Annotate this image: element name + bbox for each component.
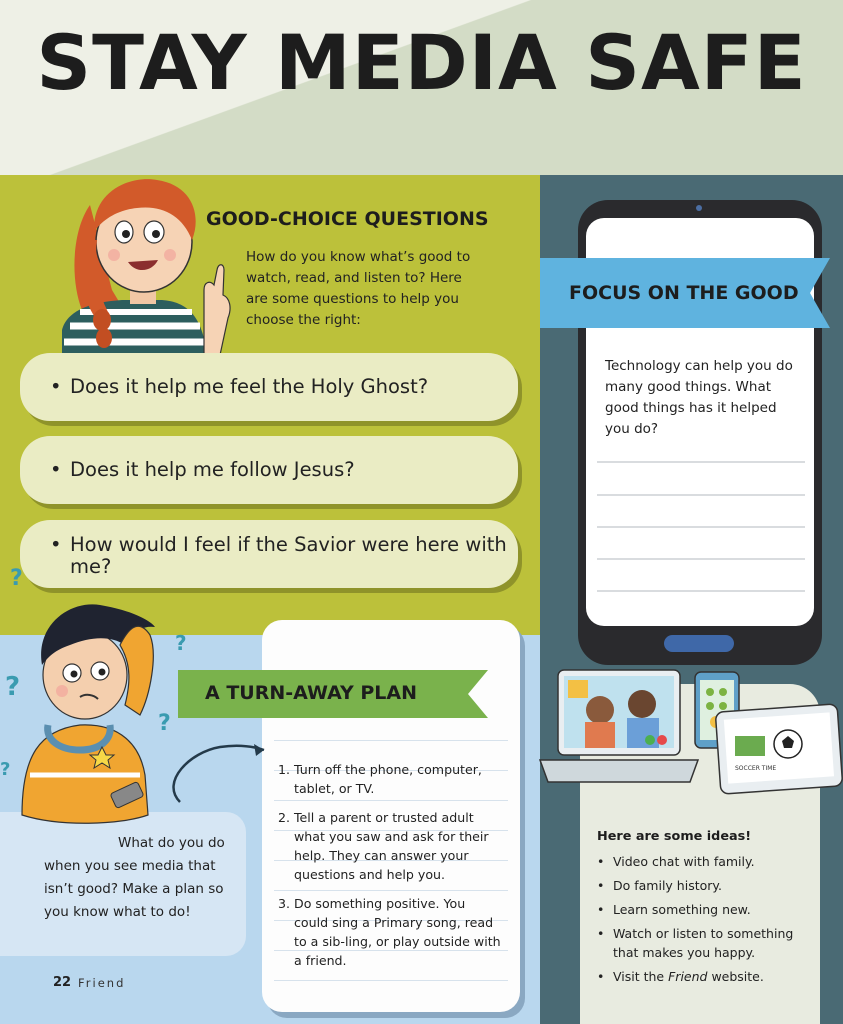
good-choice-heading: GOOD-CHOICE QUESTIONS bbox=[206, 208, 489, 230]
girl-illustration bbox=[52, 170, 242, 355]
focus-text: Technology can help you do many good things. What good things has it helped you do? bbox=[605, 358, 793, 437]
question-text: How would I feel if the Savior were here with me? bbox=[70, 533, 507, 578]
page-title: STAY MEDIA SAFE bbox=[36, 18, 807, 107]
ruled-line bbox=[597, 590, 805, 592]
page-number: 22 bbox=[53, 975, 72, 990]
svg-text:?: ? bbox=[5, 672, 21, 702]
camera-icon bbox=[696, 205, 702, 211]
svg-text:?: ? bbox=[10, 566, 23, 591]
list-item: • Watch or listen to something that makes you happy. bbox=[597, 926, 794, 960]
ruled-line bbox=[597, 494, 805, 496]
list-item: • Video chat with family. bbox=[597, 854, 755, 869]
ideas-heading: Here are some ideas! bbox=[597, 829, 752, 844]
step-item: 3. Do something positive. You could sing a Primary song, read to a sib-ling, or play outside with a friend. bbox=[278, 896, 501, 968]
bullet-icon: • bbox=[597, 902, 605, 917]
bullet-icon: • bbox=[50, 375, 62, 398]
devices-illustration bbox=[530, 660, 843, 800]
ruled-line bbox=[274, 980, 508, 981]
ruled-line bbox=[597, 526, 805, 528]
svg-text:?: ? bbox=[158, 711, 171, 736]
question-pill bbox=[20, 353, 518, 421]
ruled-line bbox=[597, 558, 805, 560]
bullet-icon: • bbox=[597, 854, 605, 869]
good-choice-intro: How do you know what’s good to watch, read, and listen to? Here are some questions to help you choose the right: bbox=[246, 249, 471, 328]
ruled-line bbox=[597, 461, 805, 463]
bullet-icon: • bbox=[50, 458, 62, 481]
bullet-icon: • bbox=[597, 926, 605, 941]
tablet-caption: SOCCER TIME bbox=[735, 765, 777, 772]
magazine-name: Friend bbox=[78, 976, 126, 990]
question-pill bbox=[20, 436, 518, 504]
turn-away-steps bbox=[278, 760, 502, 980]
home-button-icon bbox=[664, 635, 734, 652]
step-item: 2. Tell a parent or trusted adult what you saw and ask for their help. They can answer your questions and help you. bbox=[278, 810, 489, 882]
turn-away-prompt: What do you do when you see media that isn’t good? Make a plan so you know what to do! bbox=[44, 835, 225, 920]
svg-text:?: ? bbox=[0, 759, 11, 780]
focus-heading: FOCUS ON THE GOOD bbox=[569, 282, 799, 304]
list-item: • Do family history. bbox=[597, 878, 722, 893]
turn-away-heading: A TURN-AWAY PLAN bbox=[205, 682, 417, 704]
question-text: Does it help me feel the Holy Ghost? bbox=[70, 375, 429, 398]
step-item: 1. Turn off the phone, computer, tablet, or TV. bbox=[278, 762, 482, 796]
question-text: Does it help me follow Jesus? bbox=[70, 458, 355, 481]
arrow-icon bbox=[160, 732, 270, 812]
list-item: • Visit the Friend website. bbox=[597, 969, 764, 984]
bullet-icon: • bbox=[597, 878, 605, 893]
bullet-icon: • bbox=[50, 533, 62, 556]
list-item: • Learn something new. bbox=[597, 902, 751, 917]
svg-text:?: ? bbox=[175, 631, 187, 655]
bullet-icon: • bbox=[597, 969, 605, 984]
ruled-line bbox=[274, 740, 508, 741]
ideas-list bbox=[597, 852, 797, 991]
